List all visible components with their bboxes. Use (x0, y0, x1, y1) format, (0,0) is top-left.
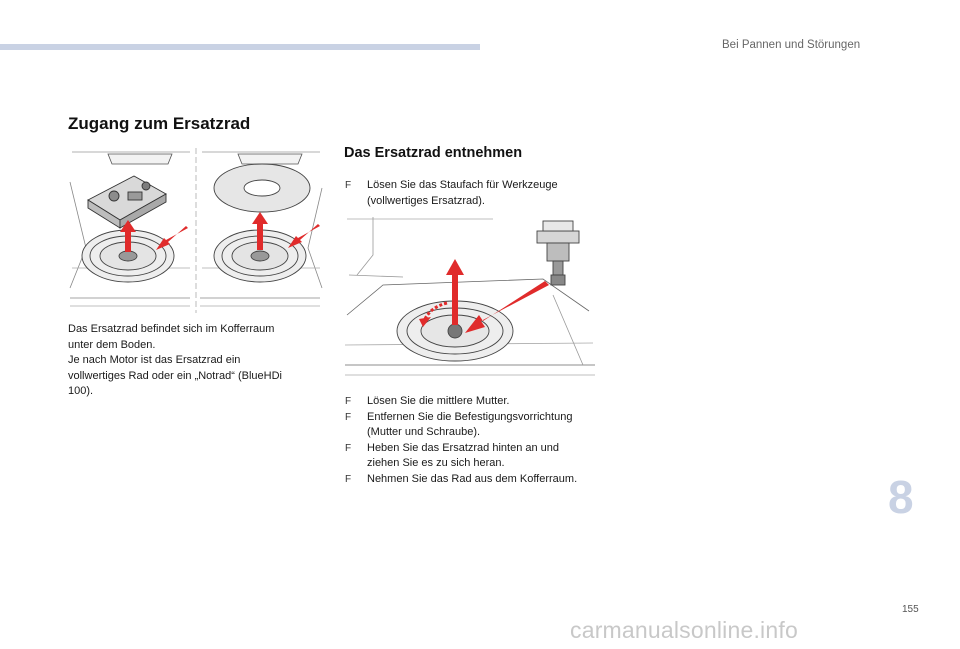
bullet-marker: F (345, 180, 352, 191)
spare-wheel-floor-panel-illustration (198, 148, 324, 313)
header-accent-bar (0, 44, 480, 50)
illustration-divider (195, 148, 197, 313)
intro-paragraph: Das Ersatzrad befindet sich im Kofferraum unter dem Boden. Je nach Motor ist das Ersatzrad ein vollwertiges Rad oder ein „Notrad“ (BlueHDi 100). (68, 323, 282, 397)
step-item: F Nehmen Sie das Rad aus dem Kofferraum. (345, 472, 577, 488)
step-item: F Entfernen Sie die Befestigungsvorrichtung (Mutter und Schraube). (345, 410, 573, 438)
floor-panel (214, 164, 310, 212)
steps-list-bottom (345, 394, 577, 487)
steps-list-top (345, 178, 558, 209)
step-item: F Lösen Sie die mittlere Mutter. (345, 394, 577, 410)
chapter-number-tab: 8 (888, 471, 914, 523)
spare-wheel-tool-tray-illustration (68, 148, 194, 313)
bullet-marker: F (345, 396, 352, 407)
page-title: Zugang zum Ersatzrad (68, 114, 251, 133)
bullet-marker: F (345, 442, 352, 454)
tool-tray (88, 176, 166, 228)
step-item: F Heben Sie das Ersatzrad hinten an und ziehen Sie es zu sich heran. (345, 441, 560, 469)
bullet-marker: F (345, 411, 352, 423)
pointer-arrow (288, 224, 320, 248)
nut-and-bolt-detail (537, 221, 579, 285)
page-number: 155 (902, 604, 919, 615)
spare-wheel-nut-removal-illustration (343, 215, 599, 387)
section-heading: Das Ersatzrad entnehmen (344, 145, 523, 161)
step-item: F Lösen Sie das Staufach für Werkzeuge (vollwertiges Ersatzrad). (345, 179, 558, 207)
watermark: carmanualsonline.info (570, 617, 798, 643)
chapter-title: Bei Pannen und Störungen (722, 39, 861, 51)
bullet-marker: F (345, 473, 352, 485)
